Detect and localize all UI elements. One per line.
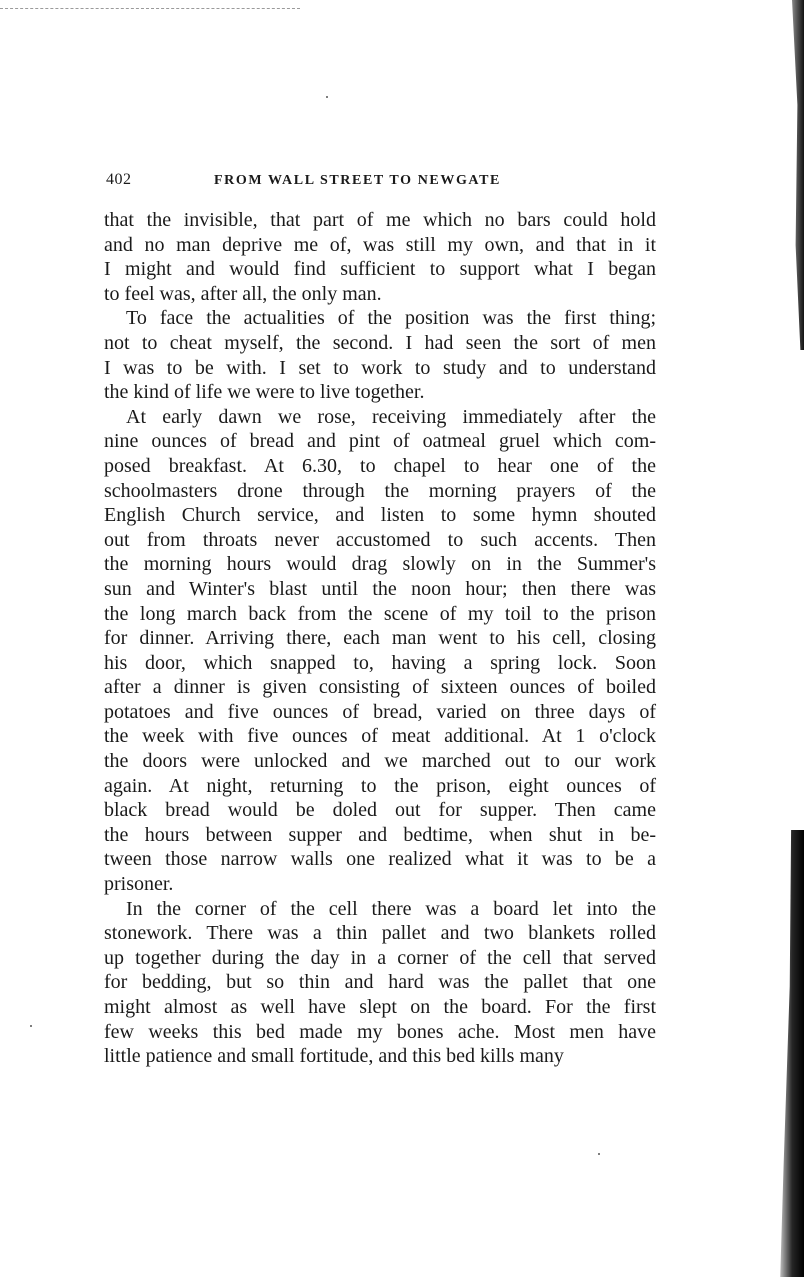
paragraph — [104, 405, 656, 897]
text-line: I was to be with. I set to work to study and to understand — [104, 356, 656, 379]
text-line: tween those narrow walls one realized what it was to be a — [104, 848, 656, 871]
text-line: schoolmasters drone through the morning prayers of the — [104, 479, 656, 502]
text-line: might almost as well have slept on the board. For the first — [104, 996, 656, 1018]
text-line: out from throats never accustomed to such accents. Then — [104, 528, 656, 551]
scan-speck — [598, 1153, 600, 1155]
text-line: after a dinner is given consisting of sixteen ounces of boiled — [104, 676, 656, 699]
text-line: In the corner of the cell there was a board let into the — [126, 897, 656, 920]
paragraph — [104, 306, 656, 404]
scan-edge-shadow-bottom — [770, 830, 804, 1277]
text-line: the hours between supper and bedtime, when shut in be- — [104, 823, 656, 846]
text-line: the doors were unlocked and we marched out to our work — [104, 750, 656, 773]
text-line: up together during the day in a corner of the cell that served — [104, 946, 656, 969]
text-line: At early dawn we rose, receiving immediately after the — [126, 405, 656, 428]
scan-speck — [326, 96, 328, 98]
text-line: that the invisible, that part of me which no bars could hold — [104, 209, 656, 231]
text-line: the kind of life we were to live together. — [104, 381, 425, 404]
text-line: and no man deprive me of, was still my own, and that in it — [104, 233, 656, 256]
text-line: for dinner. Arriving there, each man went to his cell, closing — [104, 627, 656, 650]
text-line: sun and Winter's blast until the noon hour; then there was — [104, 577, 656, 600]
text-line: the long march back from the scene of my toil to the prison — [104, 602, 656, 625]
text-line: To face the actualities of the position was the first thing; — [126, 307, 656, 330]
page-header — [106, 171, 666, 195]
text-line: not to cheat myself, the second. I had seen the sort of men — [104, 331, 656, 354]
text-line: again. At night, returning to the prison, eight ounces of — [104, 774, 656, 797]
scan-edge-shadow-top — [774, 0, 804, 350]
running-head: FROM WALL STREET TO NEWGATE — [214, 173, 501, 188]
text-line: his door, which snapped to, having a spring lock. Soon — [104, 651, 656, 674]
body-text — [104, 208, 656, 1069]
text-line: I might and would find sufficient to support what I began — [104, 258, 656, 281]
text-line: for bedding, but so thin and hard was the pallet that one — [104, 971, 656, 994]
paragraph — [104, 897, 656, 1069]
page-number: 402 — [106, 171, 132, 188]
text-line: to feel was, after all, the only man. — [104, 282, 382, 305]
text-line: black bread would be doled out for supper. Then came — [104, 799, 656, 822]
text-line: the morning hours would drag slowly on in the Summer's — [104, 553, 656, 576]
text-line: nine ounces of bread and pint of oatmeal gruel which com- — [104, 430, 656, 453]
scan-top-rule — [0, 8, 300, 9]
scan-speck — [30, 1025, 32, 1027]
text-line: few weeks this bed made my bones ache. Most men have — [104, 1020, 656, 1043]
text-line: prisoner. — [104, 873, 174, 896]
text-line: posed breakfast. At 6.30, to chapel to hear one of the — [104, 454, 656, 477]
text-line: the week with five ounces of meat additional. At 1 o'clock — [104, 725, 656, 748]
text-line: potatoes and five ounces of bread, varied on three days of — [104, 700, 656, 723]
text-line: little patience and small fortitude, and this bed kills many — [104, 1045, 564, 1068]
text-line: stonework. There was a thin pallet and two blankets rolled — [104, 922, 656, 945]
text-line: English Church service, and listen to some hymn shouted — [104, 504, 656, 527]
paragraph — [104, 208, 656, 306]
